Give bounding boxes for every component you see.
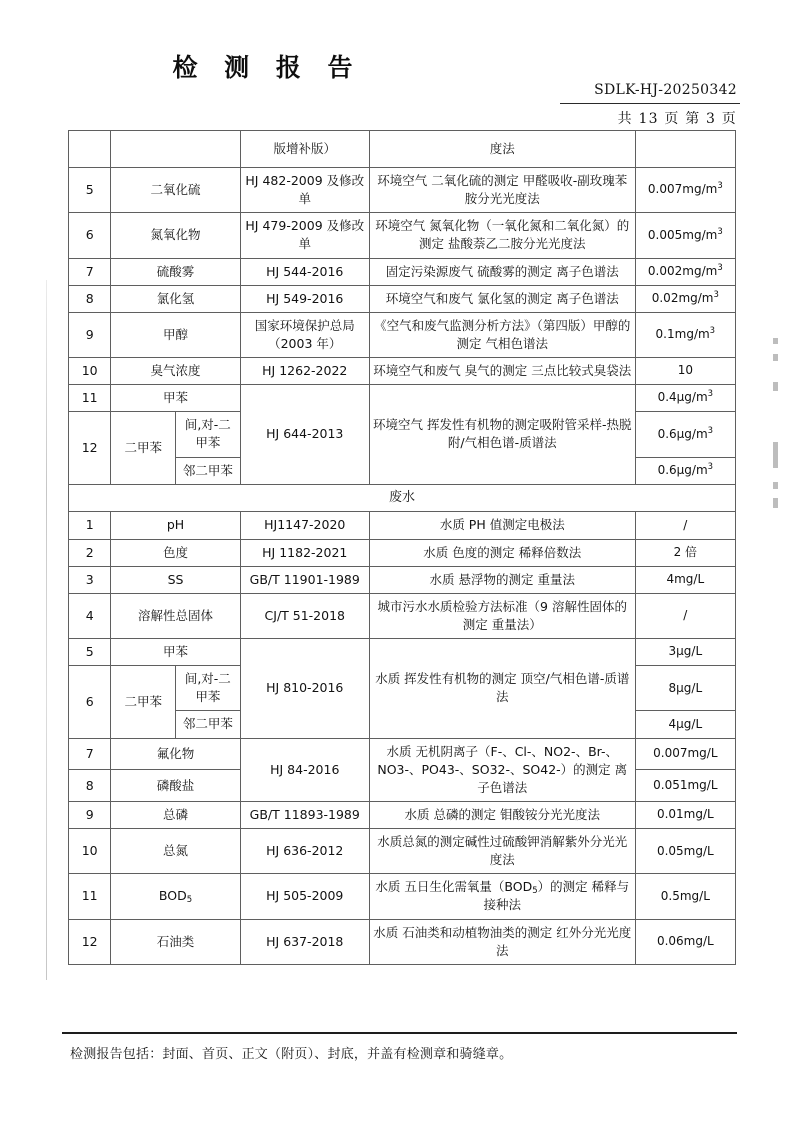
cell-method: 度法 <box>369 131 635 168</box>
cell-limit: 4mg/L <box>635 566 735 593</box>
cell-item: 氯化氢 <box>111 285 240 312</box>
cell-subitem: 邻二甲苯 <box>176 711 241 738</box>
cell-standard: GB/T 11901-1989 <box>240 566 369 593</box>
cell-standard: HJ 1262-2022 <box>240 358 369 385</box>
cell-item: 总氮 <box>111 829 240 874</box>
cell-num: 8 <box>69 770 111 802</box>
cell-method: 水质总氮的测定碱性过硫酸钾消解紫外分光光度法 <box>369 829 635 874</box>
cell-subitem: 间,对-二甲苯 <box>176 412 241 457</box>
cell-item: SS <box>111 566 240 593</box>
cell-limit: 8μg/L <box>635 666 735 711</box>
cell-standard: GB/T 11893-1989 <box>240 801 369 828</box>
cell-item: 二甲苯 <box>111 412 176 484</box>
table-row <box>69 312 736 357</box>
cell-item: 甲苯 <box>111 639 240 666</box>
cell-item: 总磷 <box>111 801 240 828</box>
cell-item <box>111 874 240 919</box>
cell-num: 12 <box>69 412 111 484</box>
cell-standard: HJ 810-2016 <box>240 639 369 739</box>
cell-num: 12 <box>69 919 111 964</box>
cell-num: 7 <box>69 738 111 770</box>
cell-limit: 4μg/L <box>635 711 735 738</box>
limit-value: $0.02mg/m^3$ <box>651 289 719 305</box>
cell-item: 甲苯 <box>111 385 240 412</box>
cell-standard: HJ 549-2016 <box>240 285 369 312</box>
cell-standard: HJ 84-2016 <box>240 738 369 801</box>
table-row <box>69 738 736 770</box>
side-stamp-artifact <box>771 338 781 528</box>
cell-limit: 0.051mg/L <box>635 770 735 802</box>
cell-limit <box>635 131 735 168</box>
methods-table-wrapper <box>68 130 736 965</box>
limit-value: $0.6\mu g/m^3$ <box>657 461 714 477</box>
cell-method: 环境空气和废气 臭气的测定 三点比较式臭袋法 <box>369 358 635 385</box>
table-row <box>69 639 736 666</box>
table-row <box>69 801 736 828</box>
report-number: SDLK-HJ-20250342 <box>594 82 737 98</box>
cell-item <box>111 131 240 168</box>
cell-num: 10 <box>69 829 111 874</box>
cell-limit <box>635 457 735 484</box>
cell-limit: / <box>635 512 735 539</box>
cell-num: 5 <box>69 639 111 666</box>
limit-value: $0.005mg/m^3$ <box>647 226 723 242</box>
cell-num: 6 <box>69 666 111 738</box>
cell-num: 8 <box>69 285 111 312</box>
cell-num: 3 <box>69 566 111 593</box>
cell-item: 磷酸盐 <box>111 770 240 802</box>
table-row <box>69 593 736 638</box>
cell-num: 2 <box>69 539 111 566</box>
cell-method: 水质 色度的测定 稀释倍数法 <box>369 539 635 566</box>
footer-divider <box>62 1032 737 1034</box>
limit-value: $0.4\mu g/m^3$ <box>657 389 714 405</box>
limit-value: $0.007mg/m^3$ <box>647 181 723 197</box>
cell-standard: 版增补版） <box>240 131 369 168</box>
cell-standard: CJ/T 51-2018 <box>240 593 369 638</box>
table-row <box>69 566 736 593</box>
cell-limit: / <box>635 593 735 638</box>
cell-num: 11 <box>69 874 111 919</box>
cell-num: 9 <box>69 801 111 828</box>
cell-num: 7 <box>69 258 111 285</box>
cell-item: 臭气浓度 <box>111 358 240 385</box>
cell-num: 6 <box>69 213 111 258</box>
cell-limit: 3μg/L <box>635 639 735 666</box>
item-label: $BOD_5$ <box>158 888 193 906</box>
cell-item: pH <box>111 512 240 539</box>
cell-method: 环境空气 二氧化硫的测定 甲醛吸收-副玫瑰苯胺分光光度法 <box>369 168 635 213</box>
cell-limit <box>635 412 735 457</box>
cell-standard: HJ 479-2009 及修改单 <box>240 213 369 258</box>
header-divider <box>560 103 740 104</box>
cell-limit: 0.5mg/L <box>635 874 735 919</box>
cell-item: 二氧化硫 <box>111 168 240 213</box>
cell-limit <box>635 285 735 312</box>
page-counter: 共 13 页 第 3 页 <box>617 111 737 127</box>
table-row <box>69 539 736 566</box>
table-row <box>69 919 736 964</box>
methods-table <box>68 130 736 965</box>
cell-method: 水质 石油类和动植物油类的测定 红外分光光度法 <box>369 919 635 964</box>
table-row <box>69 512 736 539</box>
cell-item: 硫酸雾 <box>111 258 240 285</box>
cell-item: 色度 <box>111 539 240 566</box>
cell-subitem: 邻二甲苯 <box>176 457 241 484</box>
cell-limit: 0.01mg/L <box>635 801 735 828</box>
cell-method: 环境空气 氮氧化物（一氧化氮和二氧化氮）的测定 盐酸萘乙二胺分光光度法 <box>369 213 635 258</box>
cell-limit: 0.05mg/L <box>635 829 735 874</box>
table-row <box>69 358 736 385</box>
cell-num: 4 <box>69 593 111 638</box>
cell-limit <box>635 385 735 412</box>
cell-method <box>369 874 635 919</box>
cell-num: 1 <box>69 512 111 539</box>
cell-num: 5 <box>69 168 111 213</box>
cell-standard: HJ 644-2013 <box>240 385 369 485</box>
table-row <box>69 213 736 258</box>
cell-limit: 0.06mg/L <box>635 919 735 964</box>
cell-item: 石油类 <box>111 919 240 964</box>
cell-item: 二甲苯 <box>111 666 176 738</box>
table-row <box>69 258 736 285</box>
cell-limit <box>635 213 735 258</box>
cell-method: 环境空气 挥发性有机物的测定吸附管采样-热脱附/气相色谱-质谱法 <box>369 385 635 485</box>
cell-standard: HJ 1182-2021 <box>240 539 369 566</box>
table-row <box>69 168 736 213</box>
cell-num <box>69 131 111 168</box>
cell-standard: 国家环境保护总局 （2003 年） <box>240 312 369 357</box>
cell-standard: HJ 636-2012 <box>240 829 369 874</box>
cell-method: 水质 挥发性有机物的测定 顶空/气相色谱-质谱法 <box>369 639 635 739</box>
footer-note: 检测报告包括：封面、首页、正文（附页）、封底，并盖有检测章和骑缝章。 <box>70 1047 513 1062</box>
cell-limit <box>635 258 735 285</box>
limit-value: $0.002mg/m^3$ <box>647 262 723 278</box>
cell-method: 固定污染源废气 硫酸雾的测定 离子色谱法 <box>369 258 635 285</box>
cell-method: 环境空气和废气 氯化氢的测定 离子色谱法 <box>369 285 635 312</box>
table-row <box>69 385 736 412</box>
cell-item: 氮氧化物 <box>111 213 240 258</box>
cell-limit: 2 倍 <box>635 539 735 566</box>
method-text: 水质 五日生化需氧量$(BOD_5)$的测定 稀释与接种法 <box>375 879 630 913</box>
page-title: 检 测 报 告 <box>172 53 362 82</box>
cell-subitem: 间,对-二甲苯 <box>176 666 241 711</box>
table-section-header-row <box>69 484 736 512</box>
cell-num: 11 <box>69 385 111 412</box>
cell-num: 9 <box>69 312 111 357</box>
cell-limit: 10 <box>635 358 735 385</box>
cell-item: 溶解性总固体 <box>111 593 240 638</box>
cell-standard: HJ 505-2009 <box>240 874 369 919</box>
table-row <box>69 829 736 874</box>
cell-limit <box>635 312 735 357</box>
cell-limit: 0.007mg/L <box>635 738 735 770</box>
cell-item: 氟化物 <box>111 738 240 770</box>
limit-value: $0.1mg/m^3$ <box>655 326 716 342</box>
cell-standard: HJ 637-2018 <box>240 919 369 964</box>
cell-standard: HJ1147-2020 <box>240 512 369 539</box>
cell-method: 水质 悬浮物的测定 重量法 <box>369 566 635 593</box>
cell-method: 《空气和废气监测分析方法》（第四版）甲醇的测定 气相色谱法 <box>369 312 635 357</box>
cell-num: 10 <box>69 358 111 385</box>
cell-method: 水质 PH 值测定电极法 <box>369 512 635 539</box>
table-row <box>69 285 736 312</box>
cell-item: 甲醇 <box>111 312 240 357</box>
cell-method: 城市污水水质检验方法标准（9 溶解性固体的测定 重量法） <box>369 593 635 638</box>
cell-method: 水质 总磷的测定 钼酸铵分光光度法 <box>369 801 635 828</box>
section-title-wastewater: 废水 <box>69 484 736 512</box>
cell-method: 水质 无机阴离子（F-、Cl-、NO2-、Br-、NO3-、PO43-、SO32-、SO42-）的测定 离子色谱法 <box>369 738 635 801</box>
table-row-continued-header <box>69 131 736 168</box>
scan-edge-artifact <box>46 280 47 980</box>
table-row <box>69 874 736 919</box>
cell-standard: HJ 482-2009 及修改单 <box>240 168 369 213</box>
limit-value: $0.6\mu g/m^3$ <box>657 425 714 441</box>
cell-standard: HJ 544-2016 <box>240 258 369 285</box>
cell-limit <box>635 168 735 213</box>
